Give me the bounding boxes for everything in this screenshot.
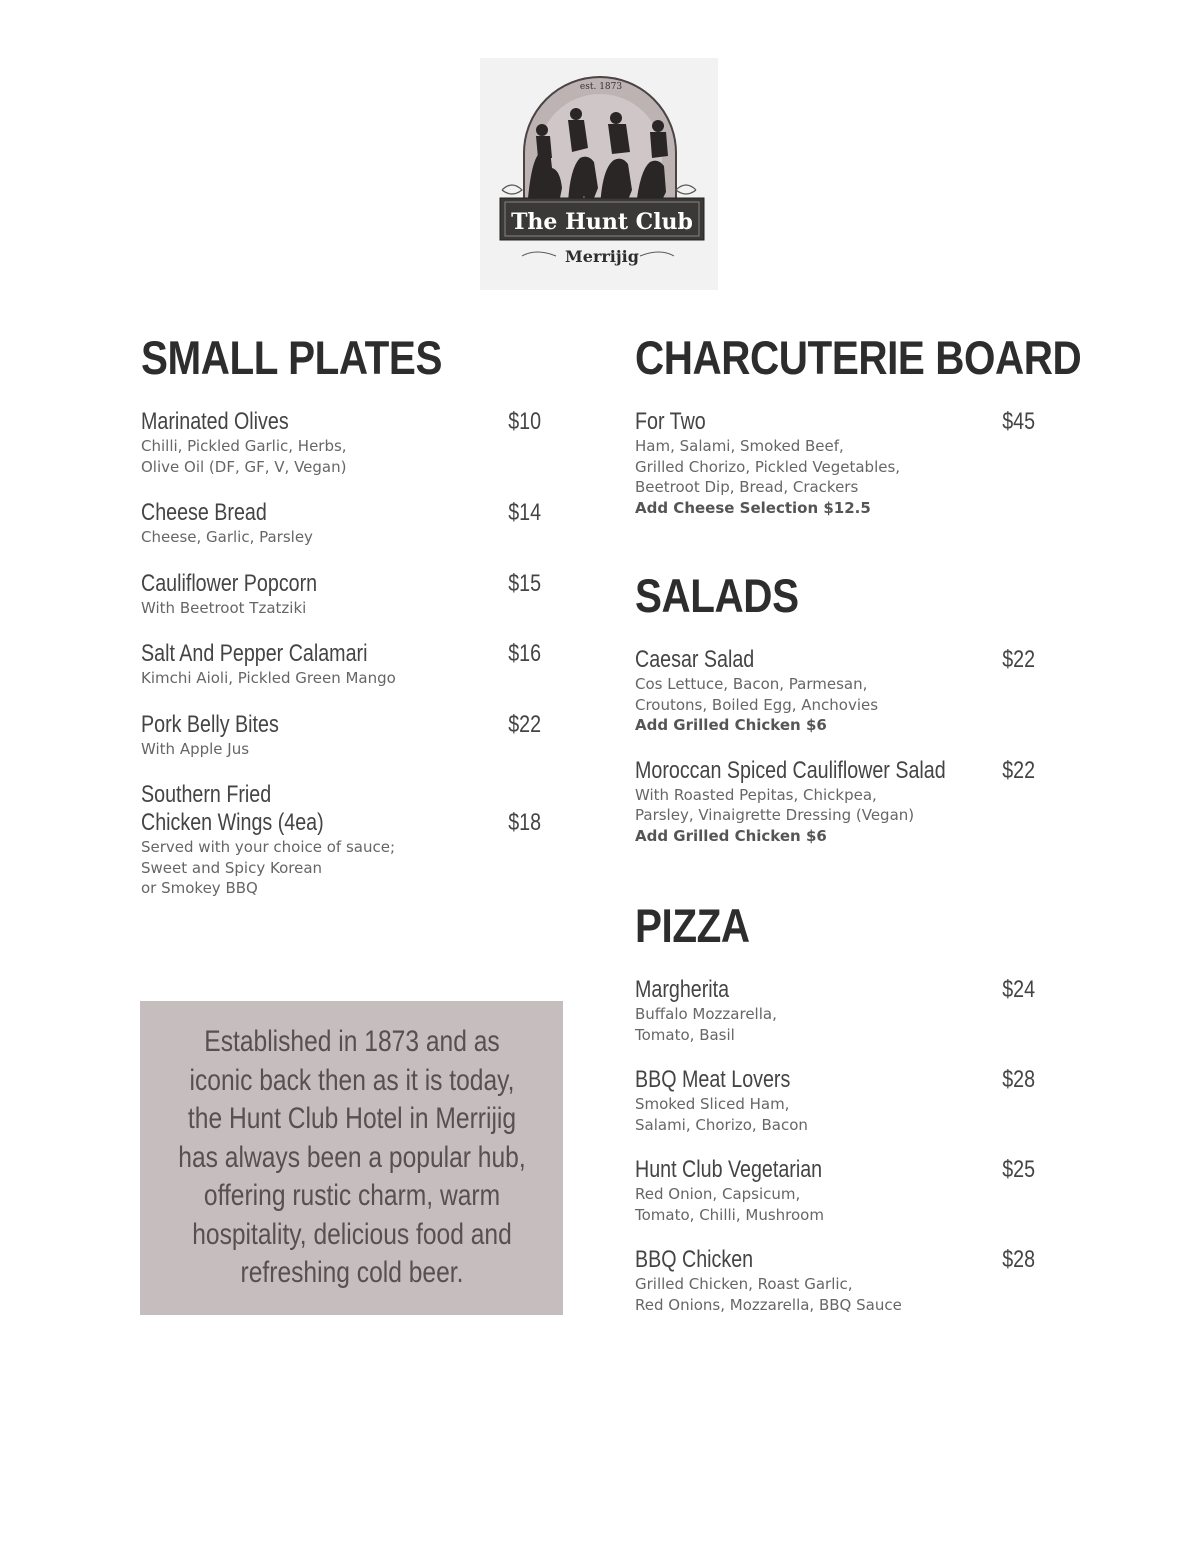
item-addon: Add Cheese Selection $12.5 bbox=[635, 498, 871, 517]
about-box bbox=[140, 1001, 563, 1315]
item-description: Smoked Sliced Ham, Salami, Chorizo, Bacon bbox=[635, 1095, 808, 1134]
menu-item bbox=[141, 781, 541, 899]
item-name: Margherita bbox=[635, 976, 730, 1003]
menu-item bbox=[635, 646, 1035, 736]
salads-list bbox=[635, 646, 1035, 846]
item-name: Cheese Bread bbox=[141, 499, 267, 526]
item-price: $25 bbox=[1002, 1156, 1035, 1183]
item-price: $24 bbox=[1002, 976, 1035, 1003]
charcuterie-list bbox=[635, 408, 1035, 518]
item-name: Moroccan Spiced Cauliflower Salad bbox=[635, 756, 946, 784]
item-description: With Roasted Pepitas, Chickpea, Parsley, Vinaigrette Dressing (Vegan) bbox=[635, 785, 915, 824]
menu-item bbox=[141, 570, 541, 619]
item-description: With Apple Jus bbox=[141, 739, 250, 758]
pizza-title: PIZZA bbox=[635, 899, 750, 952]
left-column bbox=[141, 330, 541, 917]
item-description: Chilli, Pickled Garlic, Herbs, Olive Oil (DF, GF, V, Vegan) bbox=[141, 437, 347, 476]
item-addon: Add Grilled Chicken $6 bbox=[635, 716, 827, 734]
item-price: $18 bbox=[508, 809, 541, 836]
menu-item bbox=[635, 408, 1035, 518]
item-price: $28 bbox=[1002, 1066, 1035, 1093]
item-price: $28 bbox=[1002, 1246, 1035, 1273]
menu-item bbox=[635, 976, 1035, 1045]
item-description: Served with your choice of sauce; Sweet and Spicy Korean or Smokey BBQ bbox=[141, 838, 396, 897]
logo-place: Merrijig bbox=[565, 247, 639, 266]
item-price: $22 bbox=[1002, 756, 1035, 784]
item-price: $15 bbox=[508, 569, 541, 597]
item-description: Red Onion, Capsicum, Tomato, Chilli, Mushroom bbox=[635, 1185, 824, 1224]
menu-item bbox=[141, 640, 541, 689]
menu-item bbox=[141, 408, 541, 477]
menu-item bbox=[635, 1246, 1035, 1315]
menu-item bbox=[635, 1156, 1035, 1225]
item-description: Kimchi Aioli, Pickled Green Mango bbox=[141, 669, 396, 687]
charcuterie-title: CHARCUTERIE BOARD bbox=[635, 331, 1082, 384]
item-name: For Two bbox=[635, 408, 706, 435]
logo-est: est. 1873 bbox=[579, 82, 623, 92]
item-price: $22 bbox=[508, 710, 541, 738]
menu-item bbox=[141, 499, 541, 548]
menu-item bbox=[635, 1066, 1035, 1135]
item-price: $14 bbox=[508, 499, 541, 526]
small-plates-list bbox=[141, 408, 541, 899]
item-name: Hunt Club Vegetarian bbox=[635, 1156, 823, 1183]
right-column bbox=[635, 330, 1082, 1333]
logo-name: The Hunt Club bbox=[511, 209, 693, 235]
salads-title: SALADS bbox=[635, 569, 799, 622]
item-price: $45 bbox=[1002, 408, 1035, 435]
logo bbox=[480, 58, 718, 290]
pizza-list bbox=[635, 976, 1035, 1315]
item-description: Cheese, Garlic, Parsley bbox=[141, 528, 313, 546]
item-name: Salt And Pepper Calamari bbox=[141, 640, 368, 667]
item-description: Ham, Salami, Smoked Beef, Grilled Chorizo, Pickled Vegetables, Beetroot Dip, Bread, Crackers bbox=[635, 437, 901, 496]
item-name: BBQ Chicken bbox=[635, 1246, 754, 1273]
item-description: Cos Lettuce, Bacon, Parmesan, Croutons, Boiled Egg, Anchovies bbox=[635, 675, 879, 714]
menu-item bbox=[141, 711, 541, 760]
item-name-line1: Southern Fried bbox=[141, 781, 272, 808]
item-addon: Add Grilled Chicken $6 bbox=[635, 826, 827, 845]
about-text: Established in 1873 and as iconic back then as it is today, the Hunt Club Hotel in Merrijig has always been a popular hub, offering rustic charm, warm hospitality, delicious food and refreshing cold beer. bbox=[178, 1025, 526, 1289]
item-name-line2: Chicken Wings (4ea) bbox=[141, 809, 324, 836]
item-description: With Beetroot Tzatziki bbox=[141, 598, 307, 617]
item-name: Marinated Olives bbox=[141, 408, 289, 435]
item-price: $22 bbox=[1002, 646, 1035, 673]
item-price: $16 bbox=[508, 640, 541, 667]
logo-graphic bbox=[480, 58, 718, 290]
item-price: $10 bbox=[508, 408, 541, 435]
small-plates-title: SMALL PLATES bbox=[141, 331, 442, 384]
item-name: Cauliflower Popcorn bbox=[141, 569, 318, 597]
item-description: Buffalo Mozzarella, Tomato, Basil bbox=[635, 1005, 777, 1044]
item-name: Caesar Salad bbox=[635, 646, 755, 673]
menu-item bbox=[635, 757, 1035, 847]
item-description: Grilled Chicken, Roast Garlic, Red Onions, Mozzarella, BBQ Sauce bbox=[635, 1275, 902, 1314]
item-name: BBQ Meat Lovers bbox=[635, 1066, 791, 1093]
item-name: Pork Belly Bites bbox=[141, 710, 279, 738]
